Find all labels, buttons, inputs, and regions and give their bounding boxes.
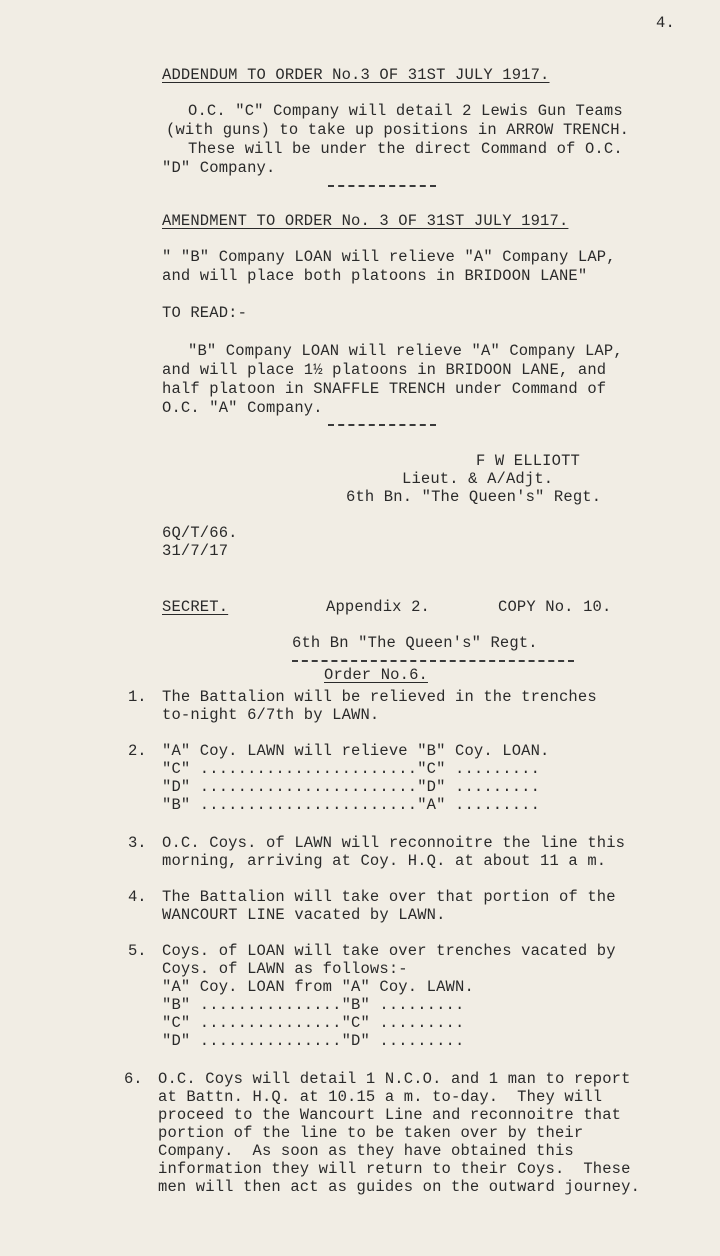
item-line: "A" Coy. LAWN will relieve "B" Coy. LOAN. [162, 742, 550, 760]
item-line: O.C. Coys. of LAWN will reconnoitre the line this [162, 834, 626, 852]
signature-name: F W ELLIOTT [476, 452, 580, 470]
secret-label: SECRET. [162, 598, 229, 616]
to-read-label: TO READ:- [162, 304, 248, 322]
item-line: portion of the line to be taken over by their [158, 1124, 584, 1142]
amendment-quote-line: and will place both platoons in BRIDOON LANE" [162, 267, 588, 285]
amendment-heading: AMENDMENT TO ORDER No. 3 OF 31ST JULY 1917. [162, 212, 569, 230]
item-line: men will then act as guides on the outward journey. [158, 1178, 641, 1196]
addendum-line: O.C. "C" Company will detail 2 Lewis Gun Teams [188, 102, 623, 120]
item-line: "A" Coy. LOAN from "A" Coy. LAWN. [162, 978, 474, 996]
amendment-quote-line: " "B" Company LOAN will relieve "A" Company LAP, [162, 248, 616, 266]
addendum-line: (with guns) to take up positions in ARROW TRENCH. [166, 121, 630, 139]
item-line: proceed to the Wancourt Line and reconnoitre that [158, 1106, 622, 1124]
item-number: 1. [128, 688, 147, 706]
item-number: 5. [128, 942, 147, 960]
header-divider [292, 660, 574, 662]
appendix-label: Appendix 2. [326, 598, 430, 616]
item-line: morning, arriving at Coy. H.Q. at about 11 a m. [162, 852, 607, 870]
signature-rank: Lieut. & A/Adjt. [402, 470, 554, 488]
item-line: The Battalion will take over that portion of the [162, 888, 616, 906]
item-number: 2. [128, 742, 147, 760]
item-line: "B" ......................."A" ......... [162, 796, 541, 814]
reference-code: 6Q/T/66. [162, 524, 238, 542]
item-line: information they will return to their Coys. These [158, 1160, 631, 1178]
amendment-read-line: half platoon in SNAFFLE TRENCH under Command of [162, 380, 607, 398]
section-divider [328, 185, 436, 187]
item-number: 4. [128, 888, 147, 906]
item-line: "D" ......................."D" ......... [162, 778, 541, 796]
item-line: at Battn. H.Q. at 10.15 a m. to-day. They will [158, 1088, 603, 1106]
item-line: Coys. of LOAN will take over trenches vacated by [162, 942, 616, 960]
item-line: to-night 6/7th by LAWN. [162, 706, 380, 724]
addendum-line: These will be under the direct Command of O.C. [188, 140, 623, 158]
signature-unit: 6th Bn. "The Queen's" Regt. [346, 488, 602, 506]
item-line: The Battalion will be relieved in the trenches [162, 688, 597, 706]
item-line: WANCOURT LINE vacated by LAWN. [162, 906, 446, 924]
item-line: "D" ..............."D" ......... [162, 1032, 465, 1050]
copy-number: COPY No. 10. [498, 598, 612, 616]
page-number: 4. [656, 14, 675, 32]
item-line: Company. As soon as they have obtained this [158, 1142, 574, 1160]
item-number: 3. [128, 834, 147, 852]
item-line: Coys. of LAWN as follows:- [162, 960, 408, 978]
item-line: "C" ..............."C" ......... [162, 1014, 465, 1032]
amendment-read-line: "B" Company LOAN will relieve "A" Company LAP, [188, 342, 623, 360]
item-line: O.C. Coys will detail 1 N.C.O. and 1 man to report [158, 1070, 631, 1088]
reference-date: 31/7/17 [162, 542, 229, 560]
order-unit: 6th Bn "The Queen's" Regt. [292, 634, 538, 652]
section-divider [328, 424, 436, 426]
amendment-read-line: O.C. "A" Company. [162, 399, 323, 417]
order-title: Order No.6. [324, 666, 428, 684]
addendum-heading: ADDENDUM TO ORDER No.3 OF 31ST JULY 1917. [162, 66, 550, 84]
item-line: "C" ......................."C" ......... [162, 760, 541, 778]
amendment-read-line: and will place 1½ platoons in BRIDOON LANE, and [162, 361, 607, 379]
addendum-line: "D" Company. [162, 159, 276, 177]
item-line: "B" ..............."B" ......... [162, 996, 465, 1014]
item-number: 6. [124, 1070, 143, 1088]
